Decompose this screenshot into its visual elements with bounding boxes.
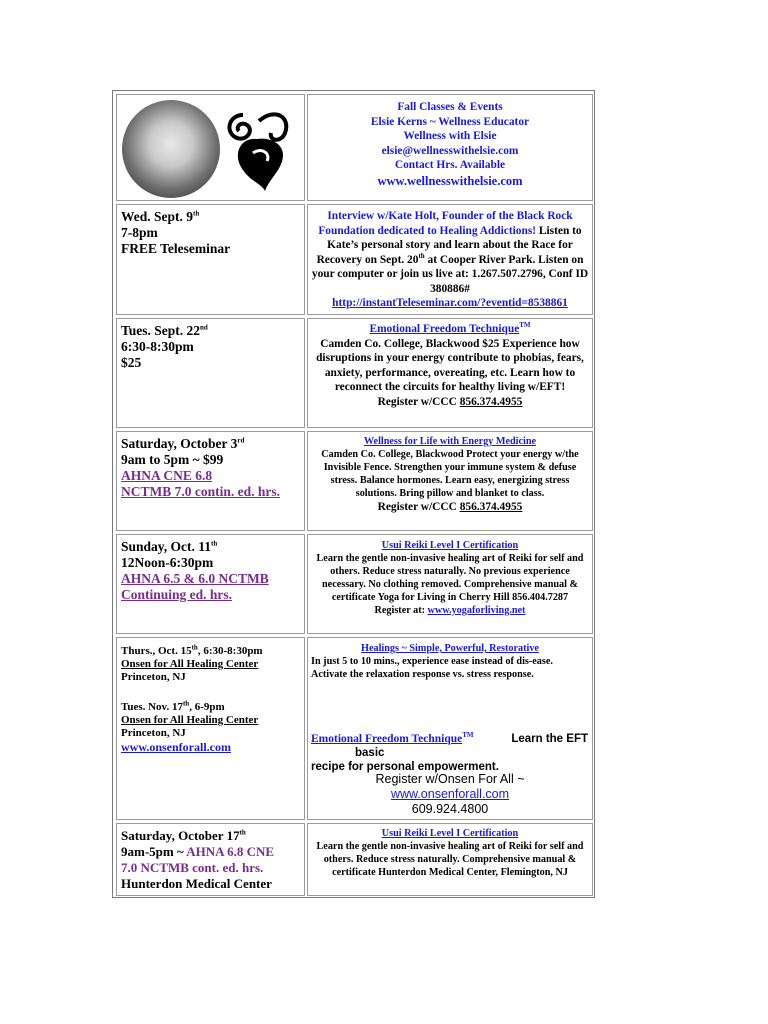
event-5-date-cell	[116, 637, 305, 820]
header-image-cell	[116, 94, 305, 201]
event-6-date-sup: th	[239, 828, 246, 837]
event-6-date: Saturday, October 17	[121, 828, 240, 843]
event-4-continuing[interactable]: Continuing ed. hrs.	[121, 587, 233, 602]
header-info-cell	[307, 94, 593, 201]
event-4-date-cell	[116, 534, 305, 634]
event-4-time: 12Noon-6:30pm	[121, 555, 214, 570]
event-4-date: Sunday, Oct. 11	[121, 539, 212, 554]
event-5-eft-tm: TM	[462, 731, 474, 740]
event-5a-time: , 6:30-8:30pm	[197, 645, 263, 657]
event-1-date-cell	[116, 204, 305, 315]
event-2-body: Camden Co. College, Blackwood $25 Experience how disruptions in your energy contribute to phobias, fears, anxiety, performance, overeating, etc. Learn how to reconnect the circuits for healthy living w/EFT!	[316, 337, 584, 393]
event-5-eft-basic: basic	[355, 747, 385, 759]
event-3-date-sup: rd	[237, 436, 245, 445]
event-5-eft-link[interactable]: Emotional Freedom Technique	[311, 733, 463, 745]
event-6-desc-cell	[307, 823, 593, 896]
event-2-title-tm: TM	[519, 321, 531, 330]
event-2-date-sup: nd	[200, 323, 208, 332]
event-1-headline: Interview w/Kate Holt, Founder of the Black Rock Foundation dedicated to Healing Addictions!	[318, 210, 573, 237]
event-4-title-link[interactable]: Usui Reiki Level I Certification	[381, 540, 519, 551]
event-3-phone: 856.374.4955	[459, 501, 523, 513]
event-3-desc-cell	[307, 431, 593, 531]
event-2-date-cell	[116, 318, 305, 428]
event-2-desc-cell	[307, 318, 593, 428]
event-3-title-link[interactable]: Wellness for Life with Energy Medicine	[363, 436, 537, 447]
event-5a-city: Princeton, NJ	[121, 671, 186, 683]
event-6-body: Learn the gentle non-invasive healing art of Reiki for self and others. Reduce stress naturally. Comprehensive manual & certificate Hunterdon Medical Center, Flemington, NJ	[316, 841, 584, 878]
header-email[interactable]: elsie@wellnesswithelsie.com	[381, 144, 519, 157]
header-website-link[interactable]: www.wellnesswithelsie.com	[377, 173, 523, 188]
event-3-nctmb[interactable]: NCTMB 7.0 contin. ed. hrs.	[121, 484, 281, 499]
event-1-type: FREE Teleseminar	[121, 241, 231, 256]
event-4-register: Register at:	[374, 605, 428, 616]
event-5b-date-sup: th	[182, 699, 190, 708]
event-5a-date: Thurs., Oct. 15	[121, 645, 192, 657]
header-name: Elsie Kerns ~ Wellness Educator	[370, 115, 530, 128]
event-5b-date: Tues. Nov. 17	[121, 701, 183, 713]
header-contact: Contact Hrs. Available	[394, 159, 506, 171]
event-5b-venue: Onsen for All Healing Center	[121, 714, 259, 726]
header-title: Fall Classes & Events	[397, 101, 503, 113]
event-4-date-sup: th	[211, 539, 218, 548]
event-2-date: Tues. Sept. 22	[121, 323, 201, 338]
event-1-time: 7-8pm	[121, 225, 158, 240]
event-2-register: Register w/CCC	[377, 395, 460, 408]
event-1-body-a: Listen to Kate’s personal story and learn about the Race for Recovery on Sept. 20	[316, 224, 582, 266]
event-5b-time: , 6-9pm	[189, 701, 225, 713]
event-1-date: Wed. Sept. 9	[121, 209, 194, 224]
event-1-link[interactable]: http://instantTeleseminar.com/?eventid=8538861	[332, 297, 568, 309]
event-2-title-link[interactable]: Emotional Freedom Technique	[369, 323, 520, 335]
event-6-ahna: AHNA 6.8 CNE	[186, 844, 275, 859]
event-5-link[interactable]: www.onsenforall.com	[121, 740, 231, 754]
portrait-photo	[122, 100, 220, 198]
event-6-venue: Hunterdon Medical Center	[121, 876, 272, 891]
event-3-date-cell	[116, 431, 305, 531]
event-5-desc-cell	[307, 637, 593, 820]
event-3-date: Saturday, October 3	[121, 436, 238, 451]
swirl-logo-icon	[223, 103, 293, 193]
events-table	[112, 90, 595, 898]
event-6-title-link[interactable]: Usui Reiki Level I Certification	[381, 828, 519, 839]
event-5a-date-sup: th	[191, 643, 198, 652]
event-5a-venue: Onsen for All Healing Center	[121, 658, 259, 670]
event-6-nctmb: 7.0 NCTMB cont. ed. hrs.	[121, 860, 264, 875]
event-2-price: $25	[121, 355, 142, 370]
event-4-ahna[interactable]: AHNA 6.5 & 6.0 NCTMB	[121, 571, 269, 586]
event-2-phone: 856.374.4955	[459, 395, 523, 408]
event-1-body-sup: th	[418, 251, 425, 260]
event-5-body: In just 5 to 10 mins., experience ease instead of dis-ease. Activate the relaxation response vs. stress response.	[311, 656, 553, 680]
event-4-desc-cell	[307, 534, 593, 634]
event-5-register-link[interactable]: www.onsenforall.com	[390, 787, 510, 801]
event-1-body-b: at Cooper River Park. Listen on your computer or join us live at: 1.267.507.2796, Conf ID 380886#	[311, 253, 589, 295]
event-5-eft-text: Learn the EFT	[511, 733, 588, 745]
event-5b-city: Princeton, NJ	[121, 727, 186, 739]
event-6-date-cell	[116, 823, 305, 896]
event-4-body: Learn the gentle non-invasive healing art of Reiki for self and others. Reduce stress naturally. No previous experience necessary. No clothing removed. Comprehensive manual & certificate Yoga for Living in Cherry Hill 856.404.7287	[316, 553, 584, 603]
event-1-date-sup: th	[193, 209, 200, 218]
event-3-ahna[interactable]: AHNA CNE 6.8	[121, 468, 213, 483]
event-3-time: 9am to 5pm ~ $99	[121, 452, 224, 467]
event-3-register: Register w/CCC	[377, 501, 460, 513]
event-5-phone: 609.924.4800	[411, 802, 489, 816]
event-5-title-link[interactable]: Healings ~ Simple, Powerful, Restorative	[361, 643, 539, 654]
event-1-desc-cell	[307, 204, 593, 315]
event-4-link[interactable]: www.yogaforliving.net	[427, 605, 526, 616]
event-3-body: Camden Co. College, Blackwood Protect your energy w/the Invisible Fence. Strengthen your immune system & defuse stress. Balance hormones. Learn easy, energizing stress solutions. Bring pillow and blanket to class.	[321, 449, 579, 499]
event-6-time: 9am-5pm ~	[121, 844, 187, 859]
event-2-time: 6:30-8:30pm	[121, 339, 194, 354]
event-5-eft-recipe: recipe for personal empowerment.	[311, 761, 499, 773]
header-brand: Wellness with Elsie	[403, 130, 497, 142]
event-5-register: Register w/Onsen For All ~	[375, 772, 525, 786]
